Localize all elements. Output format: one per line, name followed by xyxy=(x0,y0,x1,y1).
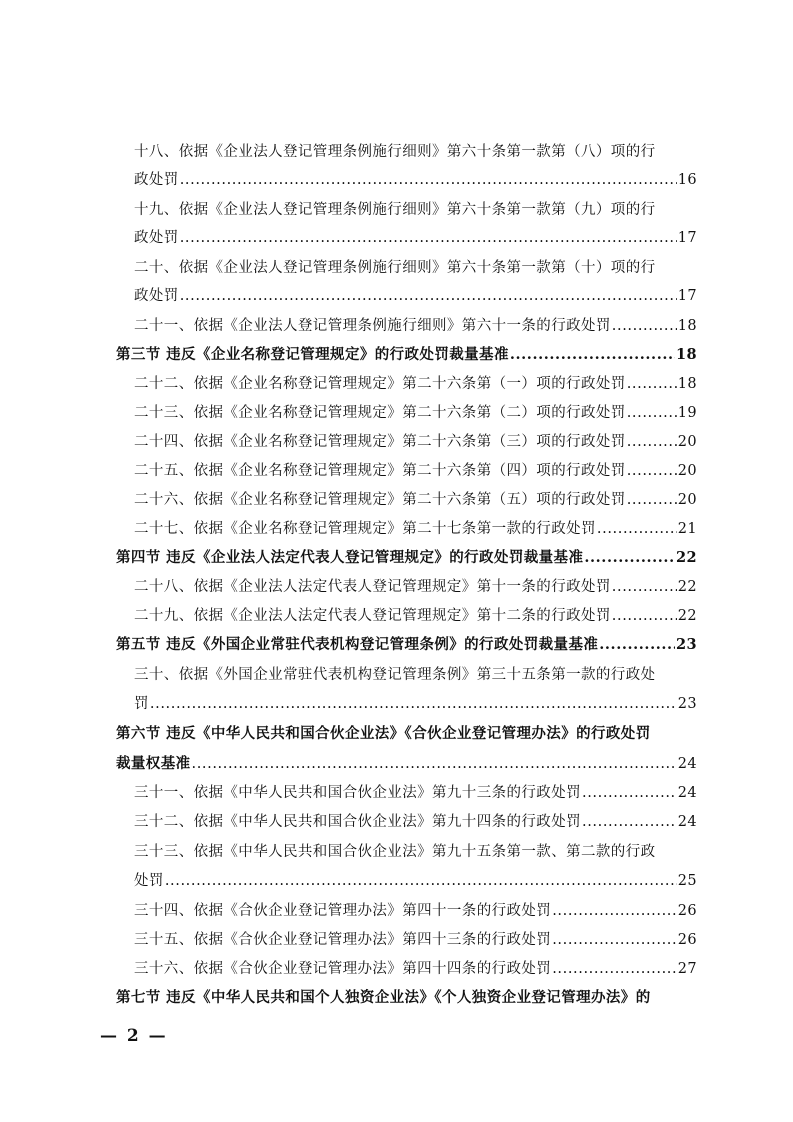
toc-entry-text: 第三节 违反《企业名称登记管理规定》的行政处罚裁量基准 xyxy=(116,346,509,363)
toc-entry[interactable] xyxy=(134,198,697,222)
toc-page-number: 16 xyxy=(677,172,697,188)
toc-entry[interactable] xyxy=(134,604,697,628)
toc-entry-continuation[interactable] xyxy=(134,168,697,192)
toc-entry-text: 第五节 违反《外国企业常驻代表机构登记管理条例》的行政处罚裁量基准 xyxy=(116,636,599,653)
toc-entry-text: 十八、依据《企业法人登记管理条例施行细则》第六十条第一款第（八）项的行 xyxy=(134,144,656,160)
dot-leader xyxy=(180,284,677,308)
toc-entry[interactable] xyxy=(134,140,697,164)
toc-entry-text: 裁量权基准 xyxy=(116,755,191,772)
dot-leader xyxy=(180,168,677,192)
toc-entry-continuation[interactable] xyxy=(134,284,697,308)
toc-entry[interactable] xyxy=(134,840,697,864)
toc-entry-text: 第七节 违反《中华人民共和国个人独资企业法》《个人独资企业登记管理办法》的 xyxy=(116,989,651,1006)
toc-page-number: 18 xyxy=(677,318,697,334)
toc-entry-text: 政处罚 xyxy=(134,288,179,304)
toc-page-number: 21 xyxy=(677,521,697,537)
toc-entry-continuation[interactable] xyxy=(134,692,697,716)
toc-entry-text: 三十五、依据《合伙企业登记管理办法》第四十三条的行政处罚 xyxy=(134,932,552,948)
toc-page-number: 20 xyxy=(677,463,697,479)
toc-entry-continuation[interactable] xyxy=(134,869,697,893)
toc-entry-text: 三十、依据《外国企业常驻代表机构登记管理条例》第三十五条第一款的行政处 xyxy=(134,667,656,683)
dot-leader xyxy=(627,430,677,454)
toc-entry[interactable] xyxy=(134,810,697,834)
dot-leader xyxy=(627,401,677,425)
toc-entry[interactable] xyxy=(134,781,697,805)
toc-entry-text: 三十二、依据《中华人民共和国合伙企业法》第九十四条的行政处罚 xyxy=(134,814,581,830)
toc-page-number: 25 xyxy=(677,873,697,889)
toc-page-number: 24 xyxy=(677,814,697,830)
toc-section-heading[interactable] xyxy=(116,546,697,570)
toc-entry[interactable] xyxy=(134,372,697,396)
toc-entry[interactable] xyxy=(134,663,697,687)
toc-entry[interactable] xyxy=(134,430,697,454)
toc-page-number: 26 xyxy=(677,903,697,919)
toc-entry-text: 政处罚 xyxy=(134,230,179,246)
dot-leader xyxy=(612,604,677,628)
toc-entry-text: 二十八、依据《企业法人法定代表人登记管理规定》第十一条的行政处罚 xyxy=(134,579,611,595)
toc-entry-text: 三十一、依据《中华人民共和国合伙企业法》第九十三条的行政处罚 xyxy=(134,785,581,801)
toc-entry[interactable] xyxy=(134,928,697,952)
dot-leader xyxy=(612,314,677,338)
toc-page-number: 17 xyxy=(677,288,697,304)
toc-entry[interactable] xyxy=(134,957,697,981)
toc-page-number: 18 xyxy=(677,376,697,392)
dot-leader xyxy=(192,752,677,776)
toc-entry[interactable] xyxy=(134,401,697,425)
dot-leader xyxy=(627,488,677,512)
toc-page-number: 20 xyxy=(677,492,697,508)
dot-leader xyxy=(584,546,675,570)
toc-page-number: 22 xyxy=(677,608,697,624)
dot-leader xyxy=(582,781,677,805)
toc-entry[interactable] xyxy=(134,256,697,280)
toc-page-number: 23 xyxy=(677,696,697,712)
toc-section-heading[interactable] xyxy=(116,986,697,1010)
toc-entry[interactable] xyxy=(134,517,697,541)
toc-entry-text: 处罚 xyxy=(134,873,164,889)
toc-entry-text: 二十七、依据《企业名称登记管理规定》第二十七条第一款的行政处罚 xyxy=(134,521,596,537)
toc-page-number: 19 xyxy=(677,405,697,421)
dot-leader xyxy=(599,633,675,657)
toc-page-number: 23 xyxy=(676,636,697,653)
toc-page-number: 17 xyxy=(677,230,697,246)
toc-entry-text: 二十六、依据《企业名称登记管理规定》第二十六条第（五）项的行政处罚 xyxy=(134,492,626,508)
toc-entry-text: 政处罚 xyxy=(134,172,179,188)
dot-leader xyxy=(612,575,677,599)
dot-leader xyxy=(582,810,677,834)
toc-page-number: 22 xyxy=(677,579,697,595)
dot-leader xyxy=(597,517,677,541)
toc-page-number: 26 xyxy=(677,932,697,948)
dot-leader xyxy=(552,957,677,981)
dot-leader xyxy=(510,343,675,367)
toc-entry-text: 二十、依据《企业法人登记管理条例施行细则》第六十条第一款第（十）项的行 xyxy=(134,260,656,276)
toc-page-number: 20 xyxy=(677,434,697,450)
toc-section-continuation[interactable] xyxy=(116,752,697,776)
toc-page-number: 22 xyxy=(676,549,697,566)
dot-leader xyxy=(165,869,677,893)
toc-entry-text: 二十九、依据《企业法人法定代表人登记管理规定》第十二条的行政处罚 xyxy=(134,608,611,624)
toc-entry-text: 第四节 违反《企业法人法定代表人登记管理规定》的行政处罚裁量基准 xyxy=(116,549,584,566)
dot-leader xyxy=(180,226,677,250)
toc-entry-text: 第六节 违反《中华人民共和国合伙企业法》《合伙企业登记管理办法》的行政处罚 xyxy=(116,725,651,742)
toc-entry[interactable] xyxy=(134,575,697,599)
toc-entry-text: 二十三、依据《企业名称登记管理规定》第二十六条第（二）项的行政处罚 xyxy=(134,405,626,421)
toc-section-heading[interactable] xyxy=(116,722,697,746)
toc-entry-text: 十九、依据《企业法人登记管理条例施行细则》第六十条第一款第（九）项的行 xyxy=(134,202,656,218)
toc-section-heading[interactable] xyxy=(116,343,697,367)
toc-entry-text: 二十四、依据《企业名称登记管理规定》第二十六条第（三）项的行政处罚 xyxy=(134,434,626,450)
toc-page-number: 24 xyxy=(677,756,697,772)
toc-entry-text: 罚 xyxy=(134,696,149,712)
toc-section-heading[interactable] xyxy=(116,633,697,657)
toc-entry-text: 三十六、依据《合伙企业登记管理办法》第四十四条的行政处罚 xyxy=(134,961,552,977)
toc-entry-text: 二十五、依据《企业名称登记管理规定》第二十六条第（四）项的行政处罚 xyxy=(134,463,626,479)
toc-page-number: 27 xyxy=(677,961,697,977)
toc-entry[interactable] xyxy=(134,314,697,338)
dot-leader xyxy=(150,692,677,716)
dot-leader xyxy=(627,372,677,396)
toc-entry-text: 三十三、依据《中华人民共和国合伙企业法》第九十五条第一款、第二款的行政 xyxy=(134,844,656,860)
toc-entry[interactable] xyxy=(134,488,697,512)
toc-page-number: 18 xyxy=(676,346,697,363)
dot-leader xyxy=(627,459,677,483)
toc-entry-continuation[interactable] xyxy=(134,226,697,250)
page-number-footer: — 2 — xyxy=(100,1026,168,1046)
dot-leader xyxy=(552,928,677,952)
toc-entry-text: 三十四、依据《合伙企业登记管理办法》第四十一条的行政处罚 xyxy=(134,903,552,919)
toc-page-number: 24 xyxy=(677,785,697,801)
toc-entry[interactable] xyxy=(134,459,697,483)
toc-entry-text: 二十二、依据《企业名称登记管理规定》第二十六条第（一）项的行政处罚 xyxy=(134,376,626,392)
toc-entry[interactable] xyxy=(134,899,697,923)
dot-leader xyxy=(552,899,677,923)
toc-entry-text: 二十一、依据《企业法人登记管理条例施行细则》第六十一条的行政处罚 xyxy=(134,318,611,334)
